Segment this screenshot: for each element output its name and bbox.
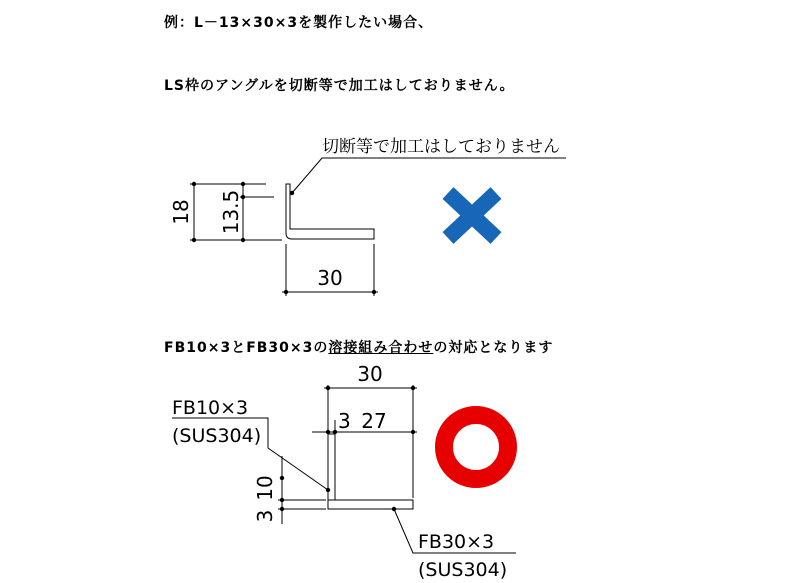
fb10-material: (SUS304)	[172, 425, 262, 447]
x-mark-icon	[448, 193, 496, 238]
angle-drawing	[190, 158, 566, 296]
fb-dim-27: 27	[361, 409, 387, 433]
fb-dim-3: 3	[338, 409, 351, 433]
fb-dim-3-lower: 3	[253, 509, 277, 523]
fb-profile	[328, 434, 413, 509]
fb-dim-10: 10	[253, 475, 277, 501]
fb10-label: FB10×3	[172, 397, 249, 419]
angle-dim-13-5: 13.5	[219, 189, 243, 235]
o-mark-icon	[444, 415, 508, 479]
fb30-label: FB30×3	[418, 531, 495, 553]
notice-text-after: の対応となります	[433, 340, 554, 356]
fb-dim-30: 30	[357, 362, 383, 386]
example-heading: 例：L－13×30×3を製作したい場合、	[164, 15, 434, 31]
no-cutting-notice: LS枠のアングルを切断等で加工はしておりません。	[164, 78, 515, 94]
fb-dim-dots	[280, 386, 415, 511]
notice-text-before: FB10×3とFB30×3の	[164, 340, 329, 356]
angle-dim-30: 30	[317, 266, 343, 290]
cutting-note-label: 切断等で加工はしておりません	[322, 137, 560, 157]
angle-dim-18: 18	[169, 199, 193, 225]
note-leader	[292, 158, 566, 193]
fb30-material: (SUS304)	[418, 559, 508, 581]
angle-profile	[286, 184, 374, 239]
notice-text-underlined: 溶接組み合わせ	[328, 340, 434, 356]
